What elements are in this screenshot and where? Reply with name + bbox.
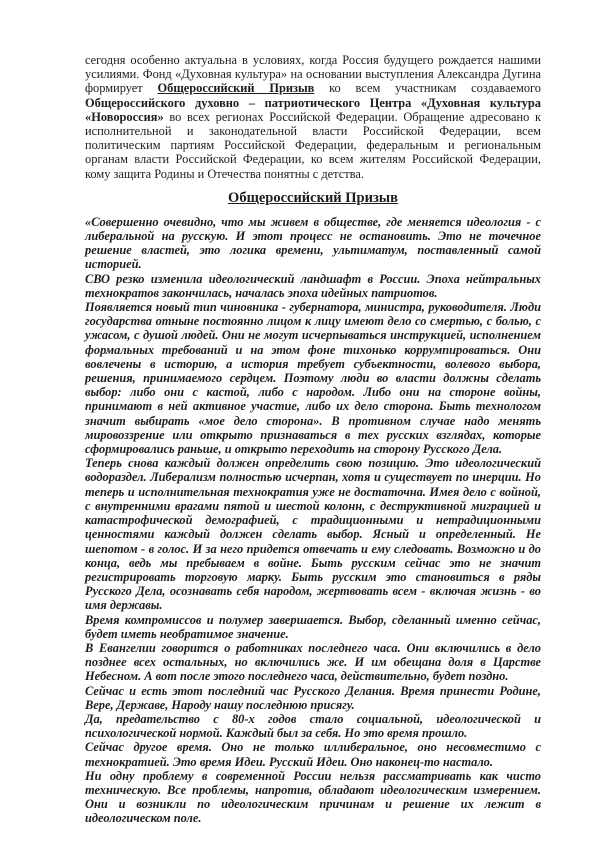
intro-segment: ко всем участникам создаваемого (314, 81, 542, 96)
quote-paragraph: В Евангелии говорится о работниках последнего часа. Они включились в дело позднее всех остальных, но включились же. И им обещана доля в Царстве Небесном. А вот после этого последнего часа, действительно, будет поздно. (85, 640, 541, 684)
intro-segment: сегодня особенно актуальна в условиях, когда Россия будущего рождается нашими усилиями. Фонд «Духовная культура» на основании выступления Александра Дугина формирует (85, 53, 541, 96)
intro-segment: Общероссийский Призыв (157, 81, 315, 96)
intro-segment: Общероссийского духовно – патриотического Центра «Духовная культура «Новороссия» (85, 95, 541, 124)
quote-paragraph: Сейчас и есть этот последний час Русского Делания. Время принести Родине, Вере, Державе, Народу нашу последнюю присягу. (85, 683, 541, 712)
quote-paragraph: Сейчас другое время. Оно не только иллиберальное, оно несовместимо с технократией. Это время Идеи. Русский Идеи. Оно наконец-то настало. (85, 740, 541, 769)
intro-segment: во всех регионах Российской Федерации. Обращение адресовано к исполнительной и законодательной власти Российской Федерации, всем политическим партиям Российской Федерации, федеральным и региональным органам власти Российской Федерации, ко всем жителям Российской Федерации, кому защита Родины и Отечества понятны с детства. (85, 109, 541, 181)
quote-paragraph: Появляется новый тип чиновника - губернатора, министра, руководителя. Люди государства отныне постоянно лицом к лицу имеют дело со смертью, с болью, с ужасом, с душой людей. Они не могут исчерпываться инструкцией, исполнением формальных требований и на этом фоне тихонько коррумпироваться. Они вовлечены в историю, а история требует субъектности, волевого выбора, решения, принимаемого сердцем. Поэтому люди во власти должны сделать выбор: либо они с кастой, либо с народом. Либо они на стороне войны, принимают в ней активное участие, либо их дело сторона. Быть технологом значит выбирать «мое дело сторона». В противном случае надо менять мировоззрение или открыто признаваться в тех русских взглядах, которые сформировались раньше, и открыто переходить на сторону Русского Дела. (85, 300, 541, 457)
quote-paragraph: Теперь снова каждый должен определить свою позицию. Это идеологический водораздел. Либерализм полностью исчерпан, хотя и существует по инерции. Но теперь и исполнительная технократия уже не достаточна. Имея дело с войной, с внутренними врагами пятой и шестой колонн, с деструктивной миграцией и катастрофической демографией, с традиционными и нетрадиционными ценностями каждый должен сделать выбор. Ясный и определенный. Не шепотом - в голос. И за него придется отвечать и ему следовать. Возможно и до конца, ведь мы пребываем в войне. Быть русским сейчас это не значит регистрировать торговую марку. Быть русским это становиться в ряды Русского Дела, осознавать себя народом, жертвовать всем - включая жизнь - во имя державы. (85, 456, 541, 613)
quote-paragraph: «Совершенно очевидно, что мы живем в обществе, где меняется идеология - с либеральной на русскую. И этот процесс не остановить. Это не точечное решение властей, это логика времени, ультиматум, поставленный самой историей. (85, 214, 541, 272)
quote-paragraph: СВО резко изменила идеологический ландшафт в России. Эпоха нейтральных технократов закончилась, началась эпоха идейных патриотов. (85, 271, 541, 300)
quote-paragraph: Время компромиссов и полумер завершается. Выбор, сделанный именно сейчас, будет иметь необратимое значение. (85, 612, 541, 641)
quote-paragraph: Ни одну проблему в современной России нельзя рассматривать как чисто техническую. Все проблемы, напротив, обладают идеологическим измерением. Они и возникли по идеологическим причинам и решение их лежит в идеологическом поле. (85, 768, 541, 826)
quote-paragraph: Да, предательство с 80-х годов стало социальной, идеологической и психологической нормой. Каждый был за себя. Но это время прошло. (85, 711, 541, 741)
document-heading: Общероссийский Призыв (228, 189, 398, 206)
quote-body (85, 215, 541, 826)
intro-paragraph (85, 53, 541, 181)
